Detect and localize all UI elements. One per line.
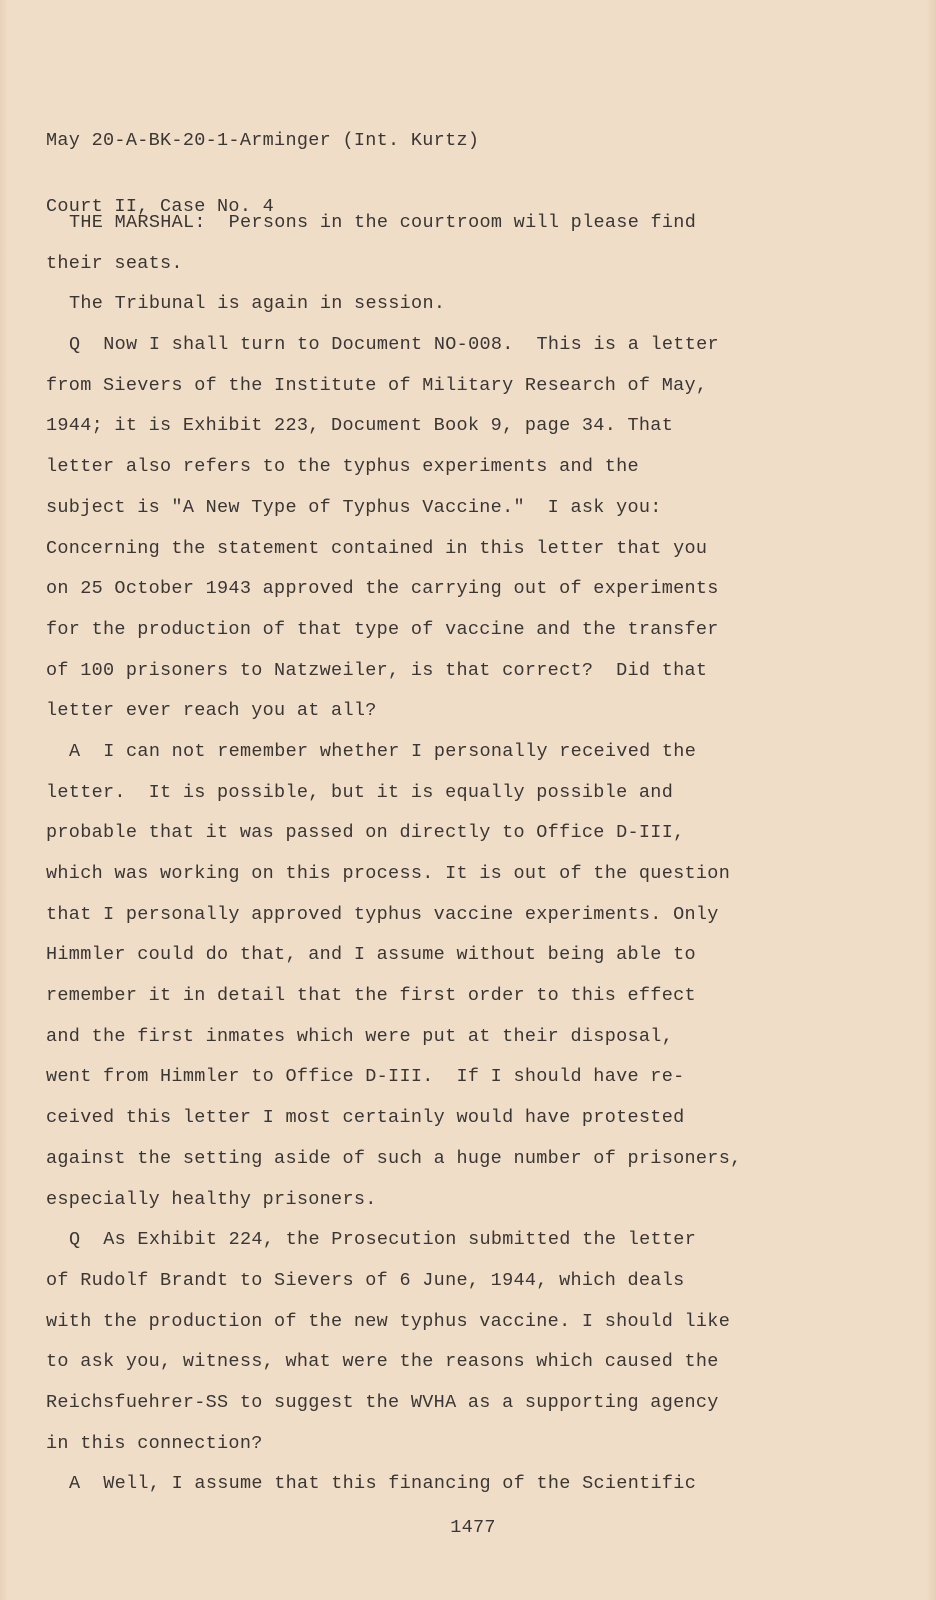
- transcript-line: of 100 prisoners to Natzweiler, is that correct? Did that: [46, 659, 708, 681]
- page-edge-left: [0, 0, 8, 1600]
- transcript-line: on 25 October 1943 approved the carrying out of experiments: [46, 578, 719, 600]
- transcript-line: letter also refers to the typhus experiments and the: [46, 456, 639, 478]
- header-line-1: May 20-A-BK-20-1-Arminger (Int. Kurtz): [46, 130, 480, 151]
- transcript-line: probable that it was passed on directly to Office D-III,: [46, 822, 685, 844]
- transcript-line: with the production of the new typhus vaccine. I should like: [46, 1310, 731, 1332]
- transcript-line: that I personally approved typhus vaccine experiments. Only: [46, 903, 719, 925]
- transcript-line: Q As Exhibit 224, the Prosecution submitted the letter: [69, 1229, 697, 1251]
- transcript-line: to ask you, witness, what were the reasons which caused the: [46, 1351, 719, 1373]
- transcript-line: went from Himmler to Office D-III. If I should have re-: [46, 1066, 685, 1088]
- transcript-line: of Rudolf Brandt to Sievers of 6 June, 1944, which deals: [46, 1269, 685, 1291]
- header-line-2: Court II, Case No. 4: [46, 196, 275, 217]
- page-number: 1477: [450, 1517, 496, 1538]
- transcript-line: Q Now I shall turn to Document NO-008. This is a letter: [69, 334, 719, 356]
- transcript-line: letter. It is possible, but it is equally possible and: [46, 781, 674, 803]
- page-edge-right: [926, 0, 936, 1600]
- transcript-line: from Sievers of the Institute of Military Research of May,: [46, 374, 708, 396]
- transcript-line: their seats.: [46, 252, 183, 274]
- transcript-line: and the first inmates which were put at their disposal,: [46, 1025, 674, 1047]
- transcript-line: remember it in detail that the first order to this effect: [46, 985, 696, 1007]
- transcript-line: for the production of that type of vaccine and the transfer: [46, 618, 719, 640]
- transcript-line: Reichsfuehrer-SS to suggest the WVHA as a supporting agency: [46, 1391, 719, 1413]
- transcript-line: A Well, I assume that this financing of the Scientific: [69, 1473, 697, 1495]
- transcript-line: in this connection?: [46, 1432, 263, 1454]
- transcript-line: especially healthy prisoners.: [46, 1188, 377, 1210]
- transcript-line: The Tribunal is again in session.: [69, 293, 446, 315]
- transcript-line: Himmler could do that, and I assume without being able to: [46, 944, 696, 966]
- transcript-line: Concerning the statement contained in this letter that you: [46, 537, 708, 559]
- transcript-line: ceived this letter I most certainly would have protested: [46, 1107, 685, 1129]
- transcript-line: letter ever reach you at all?: [46, 700, 377, 722]
- transcript-line: THE MARSHAL: Persons in the courtroom will please find: [69, 212, 697, 233]
- transcript-line: 1944; it is Exhibit 223, Document Book 9, page 34. That: [46, 415, 674, 437]
- transcript-line: subject is "A New Type of Typhus Vaccine." I ask you:: [46, 496, 662, 518]
- transcript-line: A I can not remember whether I personally received the: [69, 740, 697, 762]
- transcript-line: against the setting aside of such a huge number of prisoners,: [46, 1147, 742, 1169]
- transcript-body: [46, 203, 896, 1505]
- transcript-line: which was working on this process. It is out of the question: [46, 863, 731, 884]
